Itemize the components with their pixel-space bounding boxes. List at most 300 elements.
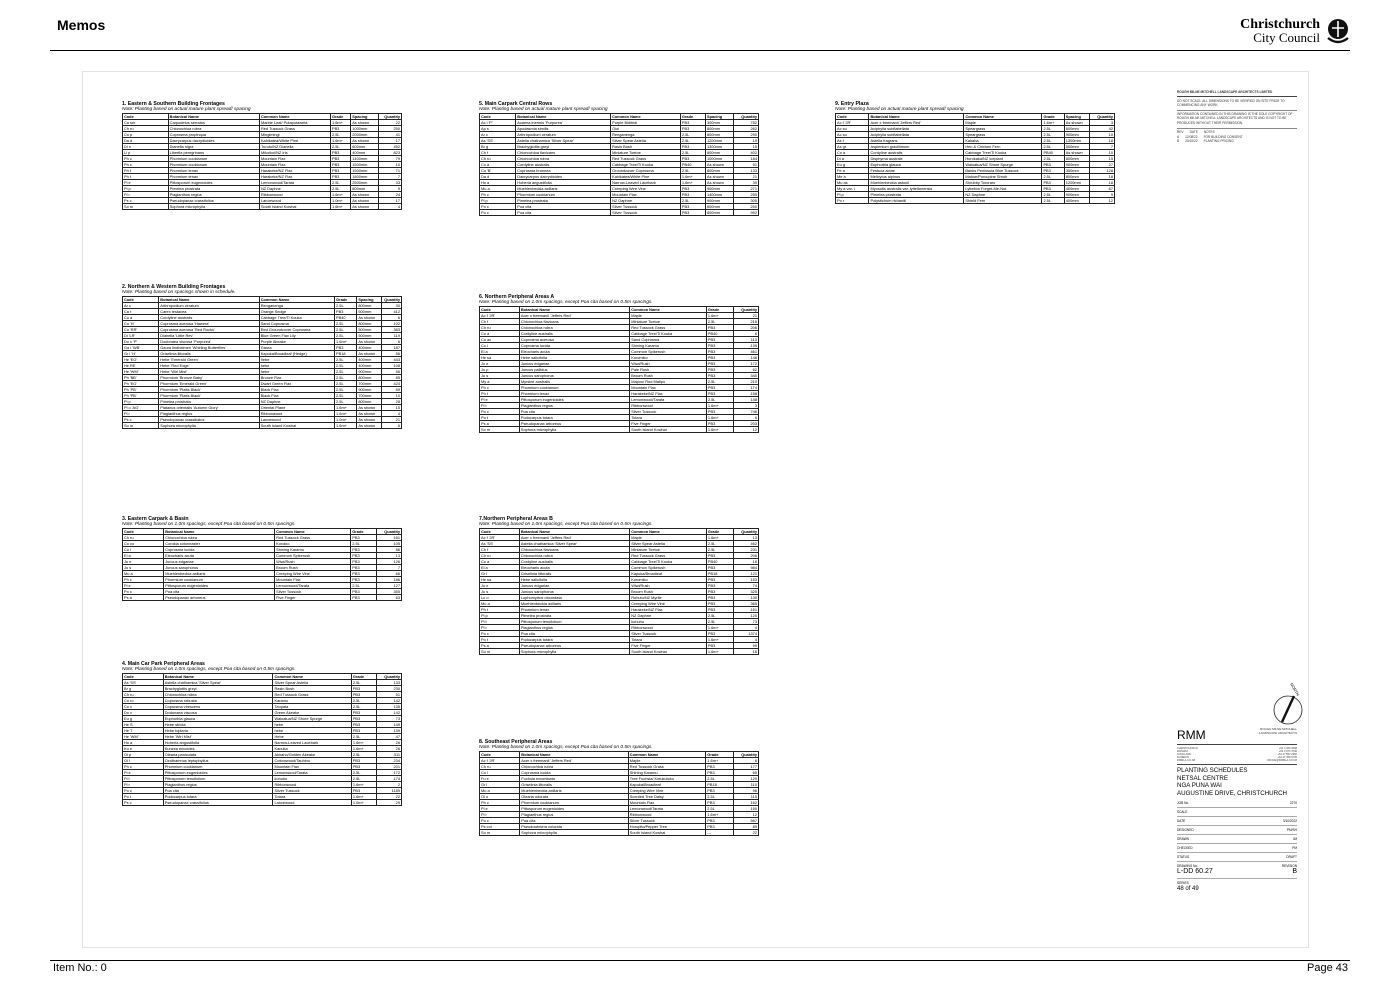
table-row (123, 315, 402, 321)
table-cell: 1200mm (1064, 180, 1089, 186)
table-cell: Ch f (480, 547, 520, 553)
table-cell: Sand Coprosma (259, 321, 334, 327)
column-header: Botanical Name (168, 114, 259, 120)
table-cell: 2.5L (335, 333, 357, 339)
table-cell: Pimelea prostrata (159, 399, 259, 405)
table-cell: Harakeke/NZ Flax (630, 391, 707, 397)
table-cell: Chionochloa rubra (168, 126, 259, 132)
table-row (836, 144, 1115, 150)
table-cell: Sophora microphylla (519, 427, 629, 433)
table-cell: 800mm (357, 303, 382, 309)
table-cell: 2.5L (330, 144, 350, 150)
table-cell: 2.5L (1042, 138, 1064, 144)
field-job-no: JOB No. 2270 (1177, 799, 1297, 808)
table-row (123, 327, 402, 333)
table-cell: Phormium cookianum (520, 800, 629, 806)
table-row (836, 138, 1115, 144)
table-cell: 1200mm (705, 138, 733, 144)
table-cell: Ju e (480, 361, 520, 367)
table-row (123, 387, 402, 393)
table-cell: Green Akeake (273, 710, 351, 716)
schedule-note: Note: Planting based on actual mature plant spread/ spacing (479, 107, 608, 112)
table-cell: Pimelea prostrata (519, 613, 629, 619)
table-cell: Plagianthus regius (168, 192, 259, 198)
table-cell: 6 (382, 315, 402, 321)
table-cell: Creeping Wire Vine (611, 186, 681, 192)
table-cell: South Island Kowhai (630, 649, 707, 655)
table-cell: Ca t (123, 309, 159, 315)
table-cell: hebe (259, 369, 334, 375)
table-cell: 900mm (1064, 132, 1089, 138)
table-cell: 800mm (705, 150, 733, 156)
table-cell: Pi e (123, 583, 164, 589)
table-cell: 172 (734, 361, 759, 367)
table-cell: Pittosporum eugenioides (520, 806, 629, 812)
table-cell: Creeping Wire Vine (275, 571, 351, 577)
table-cell: 56 (382, 369, 402, 375)
table-cell: 412 (382, 309, 402, 315)
schedule-table (122, 528, 402, 601)
table-cell: Corokia cotoneaster (164, 541, 275, 547)
table-cell: Silver Tussock (630, 631, 707, 637)
table-cell: Gr l (480, 571, 520, 577)
table-cell: Br g (123, 686, 164, 692)
column-header: Quantity (734, 307, 759, 313)
table-cell: Aciphylla subflabellata (869, 126, 964, 132)
table-cell: Cordyline australis (516, 162, 611, 168)
table-cell: So m (480, 830, 520, 836)
table-cell: 2.5L (680, 132, 705, 138)
table-cell: Ch ru (480, 764, 520, 770)
table-cell: Olearia odorata (520, 794, 629, 800)
table-cell: 27 (1089, 162, 1114, 168)
table-cell: Coprosma robusta (163, 698, 273, 704)
table-cell: 6 (382, 339, 402, 345)
table-cell: 2.5L (1042, 198, 1064, 204)
table-cell: 1.6m+ (706, 427, 734, 433)
table-cell: 2.5L (351, 776, 376, 782)
table-cell: Coprosma brunnea (516, 168, 611, 174)
table-cell: PB3 (680, 120, 705, 126)
table-cell: Waiuatua/NZ Shore Spurge (273, 716, 351, 722)
table-cell: So m (123, 423, 159, 429)
column-header: Grade (706, 752, 734, 758)
table-cell: PB3 (351, 547, 376, 553)
table-cell: 149 (376, 722, 401, 728)
table-cell: 6 (382, 423, 402, 429)
table-cell: So m (480, 649, 520, 655)
table-cell: PB18 (335, 351, 357, 357)
table-cell: Po c (123, 788, 164, 794)
table-cell: Kahikatea/White Pine (611, 174, 681, 180)
table-cell: Taupata (273, 704, 351, 710)
table-cell: As 'SS' (123, 680, 164, 686)
table-cell: Da d (123, 138, 169, 144)
table-cell: 13 (734, 535, 759, 541)
table-cell: Ac su (836, 126, 869, 132)
table-cell: Platanus orientalis 'Autumn Glory' (159, 405, 259, 411)
table-cell: 206 (734, 553, 759, 559)
table-cell: 2.5L (706, 547, 734, 553)
table-cell: PB3 (706, 764, 734, 770)
table-cell: Phormium cookianum (164, 577, 275, 583)
table-cell: PB3 (330, 156, 350, 162)
column-header: Code (480, 114, 516, 120)
table-cell: PB3 (351, 577, 376, 583)
table-cell: 105 (376, 541, 401, 547)
table-cell: Common Spikerush (630, 349, 707, 355)
column-header: Common Name (630, 529, 707, 535)
table-cell: 2.5L (335, 387, 357, 393)
table-cell: Oioi (611, 126, 681, 132)
table-cell: PB3 (706, 553, 734, 559)
table-cell: 17 (379, 198, 402, 204)
table-cell: 2.5L (335, 381, 357, 387)
page-title: Memos (57, 17, 106, 33)
table-cell: Renganenga (259, 303, 334, 309)
table-cell: 67 (1089, 186, 1114, 192)
table-cell: PB3 (351, 788, 376, 794)
table-cell: PB40 (335, 315, 357, 321)
table-cell: PB40 (680, 162, 705, 168)
drawing-number: L-DD 60.27 (1177, 868, 1213, 876)
table-row (480, 174, 759, 180)
table-cell: Cordyline australis (519, 331, 629, 337)
table-cell: Common Spikerush (275, 553, 351, 559)
table-header-row (480, 114, 759, 120)
table-cell: Po c (480, 818, 520, 824)
table-cell: 2.5L (335, 375, 357, 381)
table-cell: Olearia paniculata (163, 752, 273, 758)
table-cell: Hebe stricta (163, 722, 273, 728)
field-drawn: DRAWN JM (1177, 835, 1297, 844)
table-cell: 2.5L (706, 541, 734, 547)
table-cell: PB3 (706, 589, 734, 595)
table-cell: 13 (376, 553, 401, 559)
table-cell: He sa (480, 355, 520, 361)
table-cell: Broom Rush (630, 373, 707, 379)
table-cell: Euphorbia glauca (869, 162, 964, 168)
table-cell: PB3 (330, 162, 350, 168)
copyright-note: INFORMATION CONTAINED IN THIS DRAWING IS THE SOLE COPYRIGHT OF ROUGH MILNE MITCHELL LANDSCAPE ARCHITECTS AND IS NOT TO BE PRODUCED WITHOUT THEIR PERMISSION. (1177, 110, 1297, 126)
drawing-title: PLANTING SCHEDULES NETSAL CENTRE NGA PUNA WAI AUGUSTINE DRIVE, CHRISTCHURCH (1177, 764, 1297, 797)
column-header: Code (480, 752, 520, 758)
logo-line-1: Christchurch (1240, 17, 1320, 32)
table-cell: Ac f 'JR' (480, 313, 520, 319)
table-cell: As f (836, 138, 869, 144)
table-cell: 174 (376, 776, 401, 782)
schedule-5 (479, 101, 759, 216)
table-cell: PB3 (680, 126, 705, 132)
table-cell: 1.0m+ (351, 800, 376, 806)
table-cell: Brachyglottis greyi (516, 144, 611, 150)
column-header: Common Name (628, 752, 706, 758)
table-cell: Chionochloa rubra (519, 553, 629, 559)
table-cell: Broom Rush (630, 589, 707, 595)
table-cell: Phormium 'Emerald Green' (159, 381, 259, 387)
table-cell: Disphyma australe (869, 156, 964, 162)
table-cell: 115 (734, 794, 759, 800)
table-cell: He sa (480, 577, 520, 583)
table-cell: PB3 (1042, 168, 1064, 174)
table-cell: --- (706, 830, 734, 836)
table-cell: Black Flax (259, 387, 334, 393)
table-cell: PB3 (706, 818, 734, 824)
table-cell: Li p (123, 150, 169, 156)
table-cell: Harakeke/NZ Flax (259, 168, 330, 174)
table-cell: Silver Spear Astelia (630, 541, 707, 547)
table-cell: PB3 (680, 144, 705, 150)
table-cell: Broom Rush (275, 565, 351, 571)
table-row (836, 126, 1115, 132)
table-cell: 1.6m+ (706, 403, 734, 409)
table-cell: Festuca actae (869, 168, 964, 174)
table-cell: Di n (123, 144, 169, 150)
table-cell: Eu g (123, 716, 164, 722)
table-cell: Ph t (480, 391, 520, 397)
table-cell: Oriental Plane (259, 405, 334, 411)
schedule-title: 9. Entry Plaza (835, 101, 869, 107)
table-cell: Myosotis australis var. lytteltonensis (869, 186, 964, 192)
table-cell: He 'WM' (123, 734, 164, 740)
table-cell: PB3 (335, 345, 357, 351)
table-cell: Fu e (480, 776, 520, 782)
table-cell: Hebe 'Emerald Green' (159, 357, 259, 363)
table-cell: Kahikatea/White Pine (259, 138, 330, 144)
table-cell: Pittosporum eugenioides (519, 397, 629, 403)
table-cell: Maple (628, 758, 706, 764)
column-header: Common Name (259, 297, 334, 303)
table-cell: My a (480, 379, 520, 385)
table-cell: PB3 (706, 577, 734, 583)
table-cell: 162 (734, 800, 759, 806)
table-cell: Maple (630, 535, 707, 541)
table-cell: Ch ru (480, 156, 516, 162)
table-cell: Poa cita (516, 204, 611, 210)
table-cell: Wiwi/Rush (275, 559, 351, 565)
revision-row: B 20/10/22 PLANTING PRICING (1177, 139, 1234, 143)
table-cell: Mountain Flax (259, 156, 330, 162)
table-cell: 39 (733, 180, 758, 186)
table-cell: 3 (734, 403, 759, 409)
table-cell: PB3 (351, 722, 376, 728)
table-cell: PB40 (706, 559, 734, 565)
table-cell: Lemonwood/Tarata (273, 770, 351, 776)
table-cell: 7 (376, 565, 401, 571)
table-cell: Shining Karamu (630, 343, 707, 349)
table-cell: Dacrycarpus dacrydioides (516, 174, 611, 180)
table-cell: Chionochloa flavicans (516, 150, 611, 156)
table-cell: Kapuka/Broadleaf (Hedge) (259, 351, 334, 357)
table-cell: 42 (1089, 126, 1114, 132)
table-cell: 128 (1089, 168, 1114, 174)
table-cell: Coprosma acerosa 'Red Rocks' (159, 327, 259, 333)
table-row (836, 192, 1115, 198)
table-cell: Pittosporum eugenioides (163, 770, 273, 776)
table-cell: 22 (379, 120, 402, 126)
column-header: Grade (680, 114, 705, 120)
table-cell: Poa cita (519, 409, 629, 415)
table-cell: 900mm (705, 186, 733, 192)
table-cell: 325 (734, 589, 759, 595)
table-cell: 250 (379, 126, 402, 132)
table-cell: Sand Coprosma (630, 337, 707, 343)
table-cell: Dodonaea viscosa 'Purpurea' (159, 339, 259, 345)
table-cell: South Island Kowhai (259, 204, 330, 210)
table-row (480, 150, 759, 156)
table-cell: Mu as (836, 180, 869, 186)
table-cell: South Island Kowhai (259, 423, 334, 429)
table-cell: 1.6m+ (335, 405, 357, 411)
table-cell: He 'EG' (123, 357, 159, 363)
table-cell: Pale Rush (630, 367, 707, 373)
drawing-number-block: DRAWING No. REVISION L-DD 60.27 B (1177, 862, 1297, 879)
table-cell: Ribbonwood (628, 812, 706, 818)
revision-letter: B (1292, 868, 1297, 876)
table-cell: 6 (734, 758, 759, 764)
table-cell: Shining Karamu (628, 770, 706, 776)
table-cell: Miniature Toetoe (611, 150, 681, 156)
table-cell: 133 (733, 168, 758, 174)
table-cell: 2.5L (335, 303, 357, 309)
table-cell: 2.5L (680, 168, 705, 174)
table-cell: Shining Karamu (275, 547, 351, 553)
table-cell: Juncus sarophorus (519, 589, 629, 595)
table-row (123, 363, 402, 369)
table-cell: Ju p (480, 367, 520, 373)
table-cell: 452 (379, 144, 402, 150)
table-cell: 234 (376, 758, 401, 764)
table-cell: Po t (480, 637, 520, 643)
table-cell: 2.5L (351, 583, 376, 589)
table-cell: Co l (480, 343, 520, 349)
table-cell: Speargrass (964, 132, 1042, 138)
table-cell: 216 (734, 319, 759, 325)
revision-header: REV DATE NOTES (1177, 128, 1297, 135)
schedule-3 (122, 516, 402, 601)
schedule-note: Note: Planting based on spacings shown in schedule. (122, 290, 236, 295)
table-cell: PB3 (351, 686, 376, 692)
column-header: Common Name (259, 114, 330, 120)
table-cell: Co a (480, 559, 520, 565)
table-cell: Maple (630, 313, 707, 319)
table-cell: 26 (376, 746, 401, 752)
column-header: Quantity (1089, 114, 1114, 120)
table-row (123, 800, 402, 806)
table-cell: Lyttelton Forget-Me-Not (964, 186, 1042, 192)
field-checked: CHECKED PM (1177, 844, 1297, 853)
table-cell: 18 (1089, 138, 1114, 144)
schedule-note: Note: Planting based on 1.0m spacings, except Poa cita based on 0.5m spacings. (122, 667, 296, 672)
table-cell: NZ Daphne (611, 198, 681, 204)
table-cell: Chionochloa flavicans (519, 319, 629, 325)
table-cell: Juncus edgariae (519, 583, 629, 589)
table-cell: 1.6m+ (351, 740, 376, 746)
table-cell: Cabbage Tree/Ti Kouka (259, 315, 334, 321)
table-cell: 120 (734, 613, 759, 619)
table-cell: PB3 (330, 126, 350, 132)
office-list: CHRISTCHURCH +64 3 366 3268 WANAKA +64 3 974 7040 AUCKLAND +64 27 552 2382 DUNEDIN +64 27 458 0735 RMMLA.CO.NZ OFFICE@RMMLA.CO.NZ (1177, 747, 1297, 763)
table-cell: 150 (734, 806, 759, 812)
table-cell: Kunzea ericoides (163, 746, 273, 752)
table-cell: Groundcover Coprosma (611, 168, 681, 174)
table-cell: As shown (1064, 120, 1089, 126)
table-cell: Silver Spear Astelia (273, 680, 351, 686)
table-cell: 2500mm (351, 180, 379, 186)
table-cell: 271 (733, 186, 758, 192)
column-header: Grade (1042, 114, 1064, 120)
table-cell: Carex testacea (159, 309, 259, 315)
table-cell: Cabbage Tree/Ti Kouka (630, 559, 707, 565)
table-cell: Pi e (123, 180, 169, 186)
table-cell: PB3 (680, 192, 705, 198)
table-cell: Griselinia littoralis (520, 782, 629, 788)
table-cell: Apodasmia similis (516, 126, 611, 132)
table-cell: Co co (123, 541, 164, 547)
table-cell: Pl o 'AG' (123, 405, 159, 411)
table-cell: 1.6m+ (706, 812, 734, 818)
table-cell: Ol o (480, 794, 520, 800)
table-cell: Harakeke/NZ Flax (630, 607, 707, 613)
table-cell: 153 (734, 577, 759, 583)
table-cell: Ph 'BB' (123, 375, 159, 381)
table-cell: Pi e (123, 770, 164, 776)
table-cell: Coprosma acerosa (519, 337, 629, 343)
table-cell: PB3 (680, 156, 705, 162)
table-cell: Ph 'PB' (123, 387, 159, 393)
table-cell: 2.5L (335, 327, 357, 333)
table-cell: 174 (734, 385, 759, 391)
table-cell: Ribbonwood (630, 403, 707, 409)
table-cell: 4 (734, 625, 759, 631)
table-cell: Ph t (123, 168, 169, 174)
table-cell: 1.6m+ (335, 423, 357, 429)
table-header-row (836, 114, 1115, 120)
table-cell: PB18 (706, 782, 734, 788)
column-header: Quantity (376, 529, 401, 535)
table-cell: Hebe 'Red Edge' (159, 363, 259, 369)
table-cell: Arthropodium cirratum (516, 132, 611, 138)
table-cell: Ph c (123, 577, 164, 583)
table-cell: Miniature Toetoe (630, 547, 707, 553)
table-cell: PB3 (1042, 180, 1064, 186)
table-cell: As shown (351, 192, 379, 198)
table-cell: Pittosporum eugenioides (164, 583, 275, 589)
north-label: NORTH (1289, 682, 1301, 697)
table-cell: 900mm (357, 387, 382, 393)
schedule-2 (122, 284, 402, 429)
table-cell: PB3 (706, 583, 734, 589)
table-cell: 1.6m+ (706, 313, 734, 319)
table-cell: 17 (379, 138, 402, 144)
table-cell: Dodonaea viscosa (163, 710, 273, 716)
table-cell: PB3 (351, 571, 376, 577)
table-cell: Br g (480, 144, 516, 150)
table-cell: As shown (351, 198, 379, 204)
table-cell: PB3 (706, 601, 734, 607)
table-cell: 79 (379, 156, 402, 162)
table-cell: 800mm (705, 168, 733, 174)
table-cell: Ju s (480, 589, 520, 595)
table-cell: He T (123, 728, 164, 734)
table-cell: Carpodetus serratus (168, 120, 259, 126)
table-cell: Pi e (480, 397, 520, 403)
table-row (836, 186, 1115, 192)
table-cell: Black Flax (259, 393, 334, 399)
table-cell: PB3 (706, 409, 734, 415)
table-cell: 400mm (1064, 186, 1089, 192)
table-cell: 1.6m+ (351, 794, 376, 800)
